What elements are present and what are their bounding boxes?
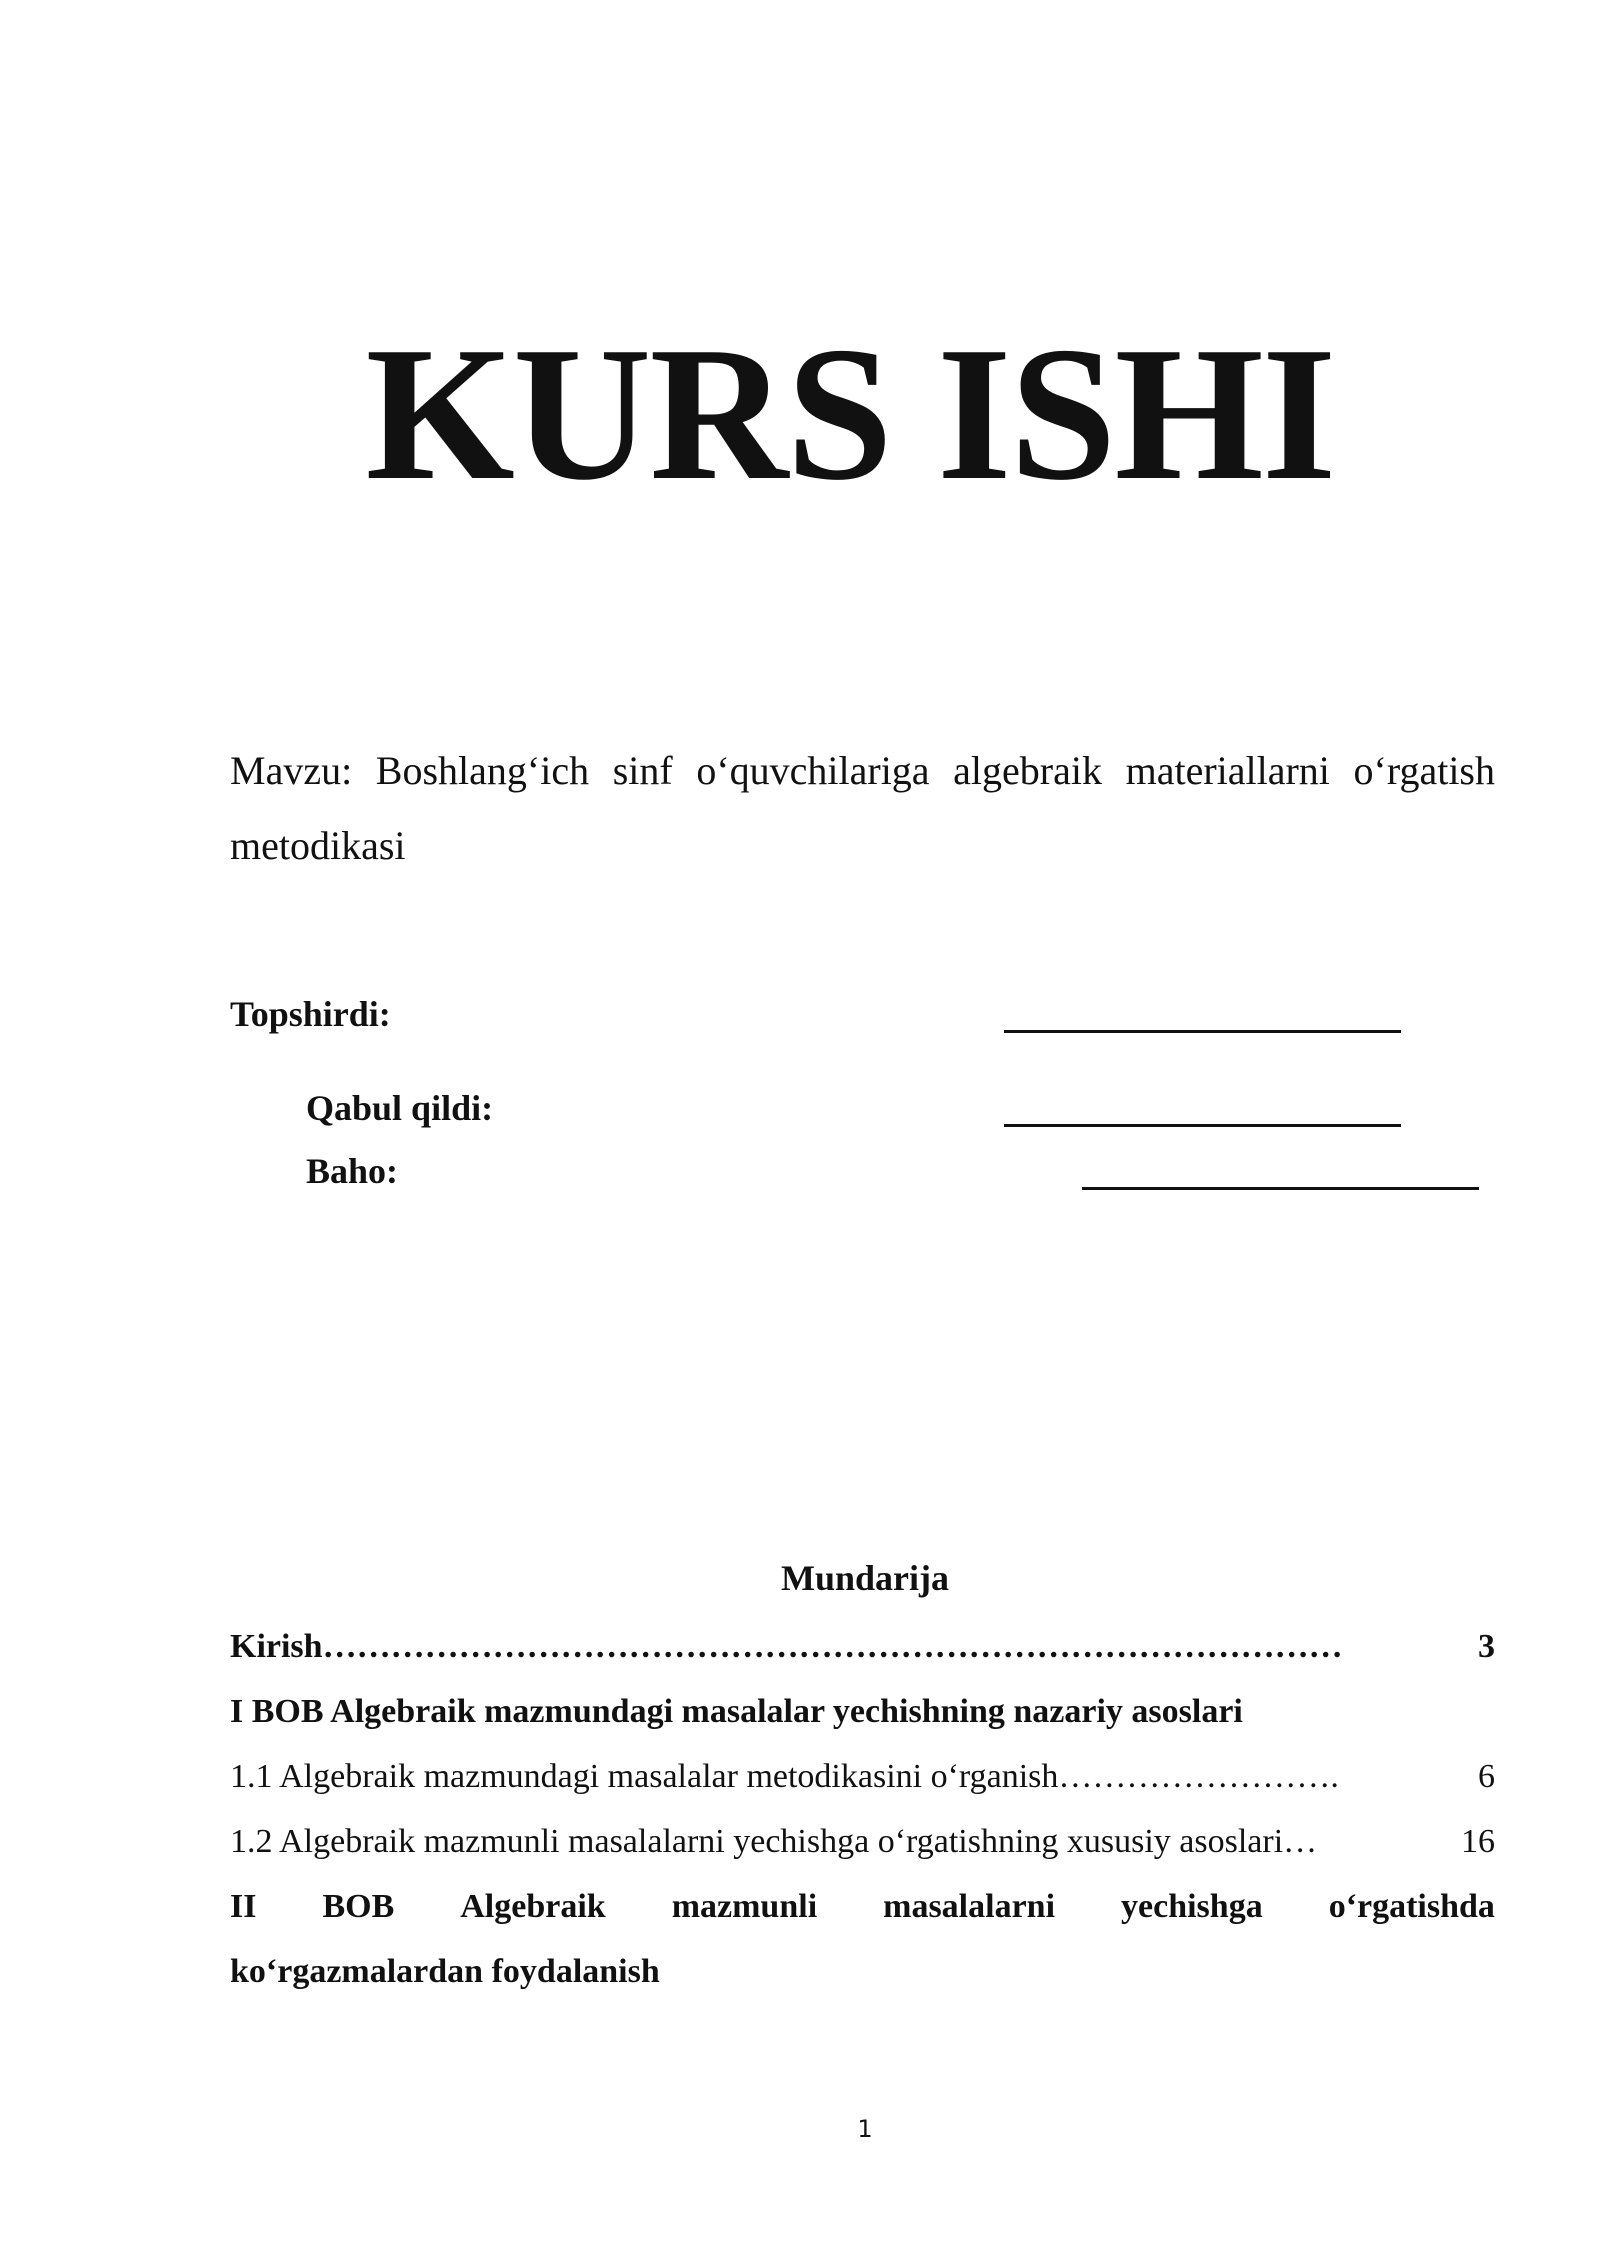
toc-word: mazmunli <box>671 1888 818 1925</box>
toc-word: masalalarni <box>883 1888 1056 1925</box>
toc-entry-introduction <box>230 1630 1495 1664</box>
toc-entry-chapter-2-continuation: ko‘rgazmalardan foydalanish <box>230 1953 660 1990</box>
toc-page-number: 16 <box>1461 1823 1495 1860</box>
document-title: KURS ISHI <box>365 307 1335 520</box>
toc-entry-chapter-1: I BOB Algebraik mazmundagi masalalar yechishning nazariy asoslari <box>230 1693 1243 1730</box>
toc-entry-section-1-1 <box>230 1760 1495 1794</box>
toc-word: Algebraik <box>460 1888 606 1925</box>
topic-text: Mavzu: Boshlang‘ich sinf o‘quvchilariga algebraik materiallarni o‘rgatish metodikasi <box>230 748 1495 868</box>
toc-page-number: 6 <box>1478 1758 1495 1795</box>
toc-entry-section-1-2 <box>230 1825 1495 1859</box>
toc-word: yechishga <box>1121 1888 1263 1925</box>
page-number: 1 <box>857 2115 873 2143</box>
toc-word: o‘rgatishda <box>1328 1888 1495 1925</box>
toc-leader-dots: ……………………. <box>1058 1760 1339 1794</box>
toc-heading: Mundarija <box>780 1558 949 1598</box>
toc-leader-dots: ……………………………………………………………………………… <box>322 1630 1343 1664</box>
toc-leader-dots: … <box>1283 1825 1318 1859</box>
submitted-signature-line <box>1004 1030 1401 1033</box>
toc-entry-label: 1.2 Algebraik mazmunli masalalarni yechishga o‘rgatishning xususiy asoslari <box>230 1823 1284 1860</box>
submitted-label: Topshirdi: <box>230 994 391 1034</box>
toc-entry-label: 1.1 Algebraik mazmundagi masalalar metodikasini o‘rganish <box>230 1758 1059 1795</box>
toc-word: BOB <box>322 1888 395 1925</box>
grade-label: Baho: <box>306 1151 399 1191</box>
grade-line <box>1082 1187 1479 1190</box>
toc-entry-label: Kirish <box>230 1628 323 1665</box>
toc-entry-chapter-2 <box>230 1890 1495 1924</box>
toc-page-number: 3 <box>1478 1628 1495 1665</box>
toc-word: II <box>230 1888 257 1925</box>
accepted-signature-line <box>1004 1124 1401 1127</box>
accepted-label: Qabul qildi: <box>306 1088 494 1128</box>
